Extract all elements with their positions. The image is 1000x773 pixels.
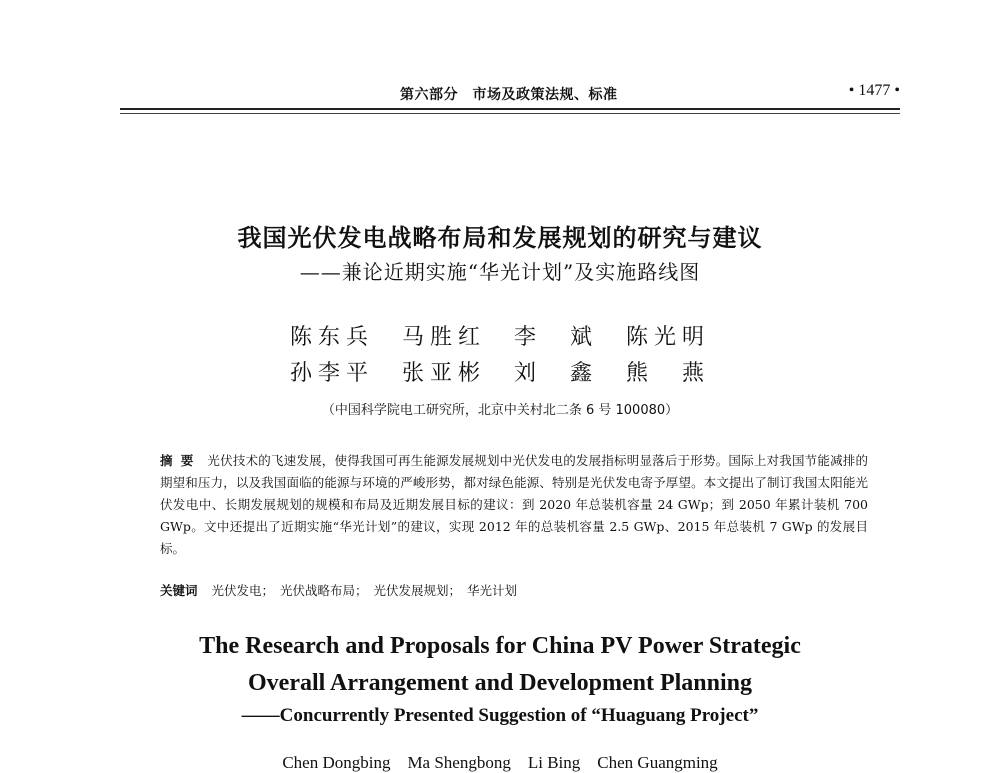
page-number: • 1477 •: [848, 82, 900, 99]
paper-title-cn: 我国光伏发电战略布局和发展规划的研究与建议: [237, 224, 763, 252]
keyword-item: 光伏发展规划；: [373, 583, 462, 598]
affiliation: （中国科学院电工研究所，北京中关村北二条 6 号 100080）: [321, 403, 679, 418]
paper-title-en-line1: The Research and Proposals for China PV Power Strategic: [199, 633, 801, 659]
authors-cn-line2: 孙李平 张亚彬 刘 鑫 熊 燕: [289, 361, 710, 386]
keyword-item: 华光计划: [467, 583, 518, 598]
abstract-cn: [160, 450, 868, 560]
abstract-text: 光伏技术的飞速发展，使得我国可再生能源发展规划中光伏发电的发展指标明显落后于形势。国际上对我国节能减排的期望和压力，以及我国面临的能源与环境的严峻形势，都对绿色能源、特别是光伏发电寄予厚望。本文提出了制订我国太阳能光伏发电中、长期发展规划的规模和布局及近期发展目标的建议：到 2020 年总装机容量 24 GWp；到 2050 年累计装机 700 GWp。文中还提出了近期实施“华光计划”的建议，实现 2012 年的总装机容量 2.5 GWp、2015 年总装机 7 GWp 的发展目标。: [160, 453, 868, 556]
keyword-item: 光伏战略布局；: [280, 583, 368, 598]
paper-subtitle-cn: ——兼论近期实施“华光计划”及实施路线图: [299, 260, 701, 284]
authors-cn-line1: 陈东兵 马胜红 李 斌 陈光明: [289, 325, 710, 350]
abstract-label: 摘要: [160, 453, 202, 468]
header-section-title: 第六部分 市场及政策法规、标准: [400, 87, 618, 103]
keywords-label: 关键词: [160, 583, 198, 598]
authors-en: Chen Dongbing Ma Shengbong Li Bing Chen Guangming: [282, 753, 718, 772]
paper-subtitle-en: ——Concurrently Presented Suggestion of “Huaguang Project”: [241, 705, 759, 726]
keyword-item: 光伏发电；: [211, 583, 275, 598]
paper-title-en-line2: Overall Arrangement and Development Planning: [248, 670, 752, 696]
keywords-cn: [160, 581, 868, 599]
header-rule-thin: [120, 113, 900, 114]
header-rule-thick: [120, 108, 900, 110]
